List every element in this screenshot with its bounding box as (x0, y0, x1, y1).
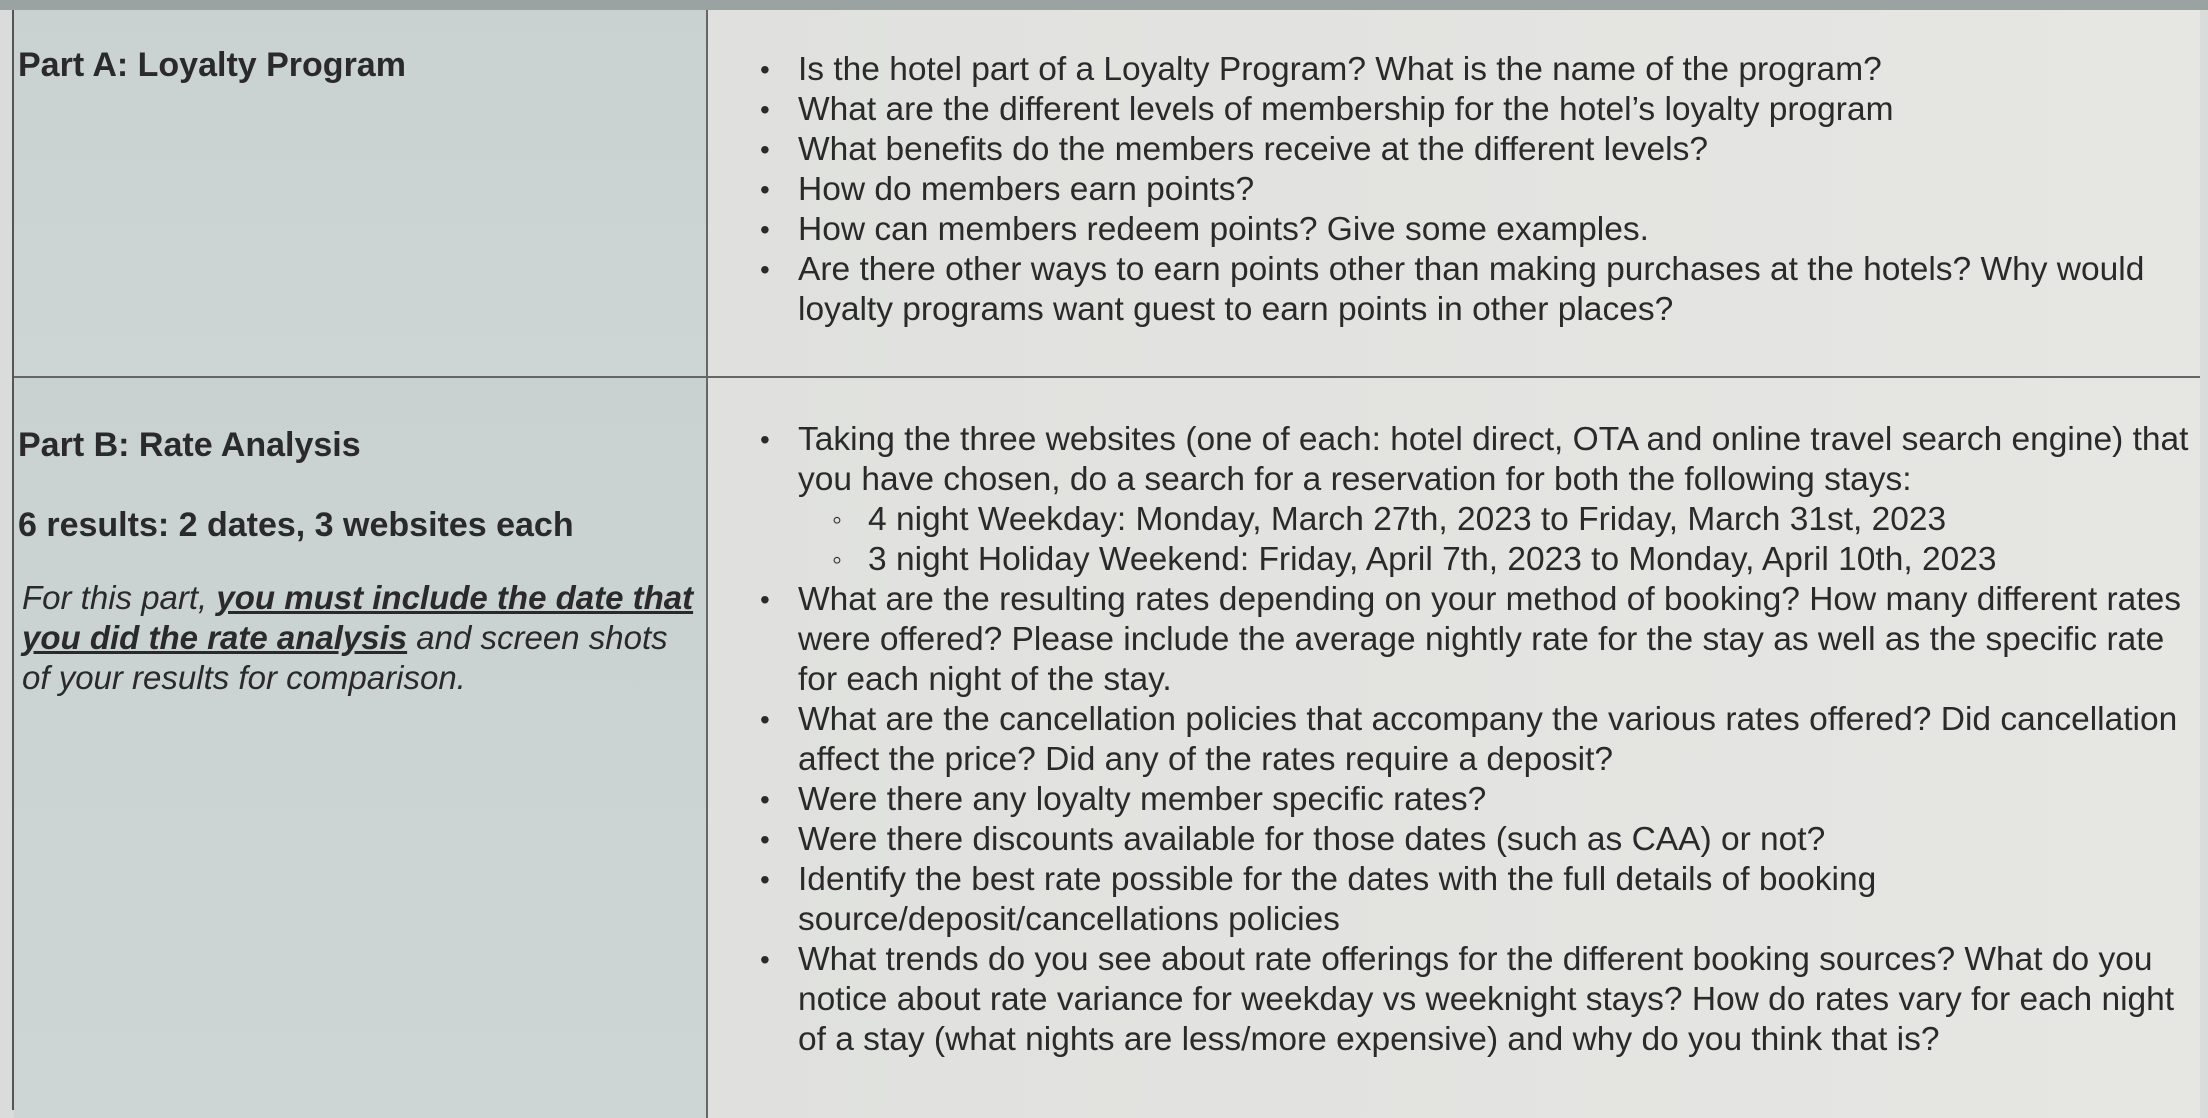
list-item: • What are the resulting rates depending on your method of booking? How many different rates were offered? Please include the average nightly rate for the stay as well as the specific rate for each night of the stay. (768, 580, 2190, 700)
part-b-heading: Part B: Rate Analysis (18, 426, 361, 464)
part-a-bullet-list (768, 50, 2190, 330)
list-item: • Taking the three websites (one of each: hotel direct, OTA and online travel search engine) that you have chosen, do a search for a reservation for both the following stays: (768, 420, 2190, 500)
list-item: • What trends do you see about rate offerings for the different booking sources? What do you notice about rate variance for weekday vs weeknight stays? How do rates vary for each night of a stay (what nights are less/more expensive) and why do you think that is? (768, 940, 2190, 1060)
list-item: • What are the cancellation policies that accompany the various rates offered? Did cancellation affect the price? Did any of the rates require a deposit? (768, 700, 2190, 780)
sub-list-item: ◦ 3 night Holiday Weekend: Friday, April 7th, 2023 to Monday, April 10th, 2023 (768, 540, 2190, 580)
part-b-subheading: 6 results: 2 dates, 3 websites each (18, 506, 574, 544)
list-item: • How can members redeem points? Give some examples. (768, 210, 2190, 250)
list-item: • Were there any loyalty member specific rates? (768, 780, 2190, 820)
list-item: • Are there other ways to earn points other than making purchases at the hotels? Why would loyalty programs want guest to earn points in other places? (768, 250, 2190, 330)
row-part-b (14, 378, 2200, 1118)
list-item: • What benefits do the members receive at the different levels? (768, 130, 2190, 170)
part-b-bullet-list (768, 420, 2190, 1060)
list-item: • How do members earn points? (768, 170, 2190, 210)
list-item: • What are the different levels of membership for the hotel’s loyalty program (768, 90, 2190, 130)
part-a-content-cell (708, 10, 2200, 376)
note-suffix: and screen shots of your results for comparison. (22, 619, 668, 696)
top-border (0, 0, 2208, 10)
part-a-heading: Part A: Loyalty Program (18, 46, 406, 84)
part-a-label-cell (14, 10, 708, 376)
row-part-a (14, 10, 2200, 378)
part-b-note (22, 578, 702, 698)
list-item: • Identify the best rate possible for the dates with the full details of booking source/deposit/cancellations policies (768, 860, 2190, 940)
list-item: • Were there discounts available for those dates (such as CAA) or not? (768, 820, 2190, 860)
list-item: • Is the hotel part of a Loyalty Program? What is the name of the program? (768, 50, 2190, 90)
sub-list-item: ◦ 4 night Weekday: Monday, March 27th, 2023 to Friday, March 31st, 2023 (768, 500, 2190, 540)
note-prefix: For this part, (22, 579, 217, 616)
assignment-table (12, 10, 2200, 1110)
part-b-label-cell (14, 378, 708, 1118)
note-emphasis: you must include the date that you did the rate analysis (22, 579, 694, 656)
part-b-content-cell (708, 378, 2200, 1118)
